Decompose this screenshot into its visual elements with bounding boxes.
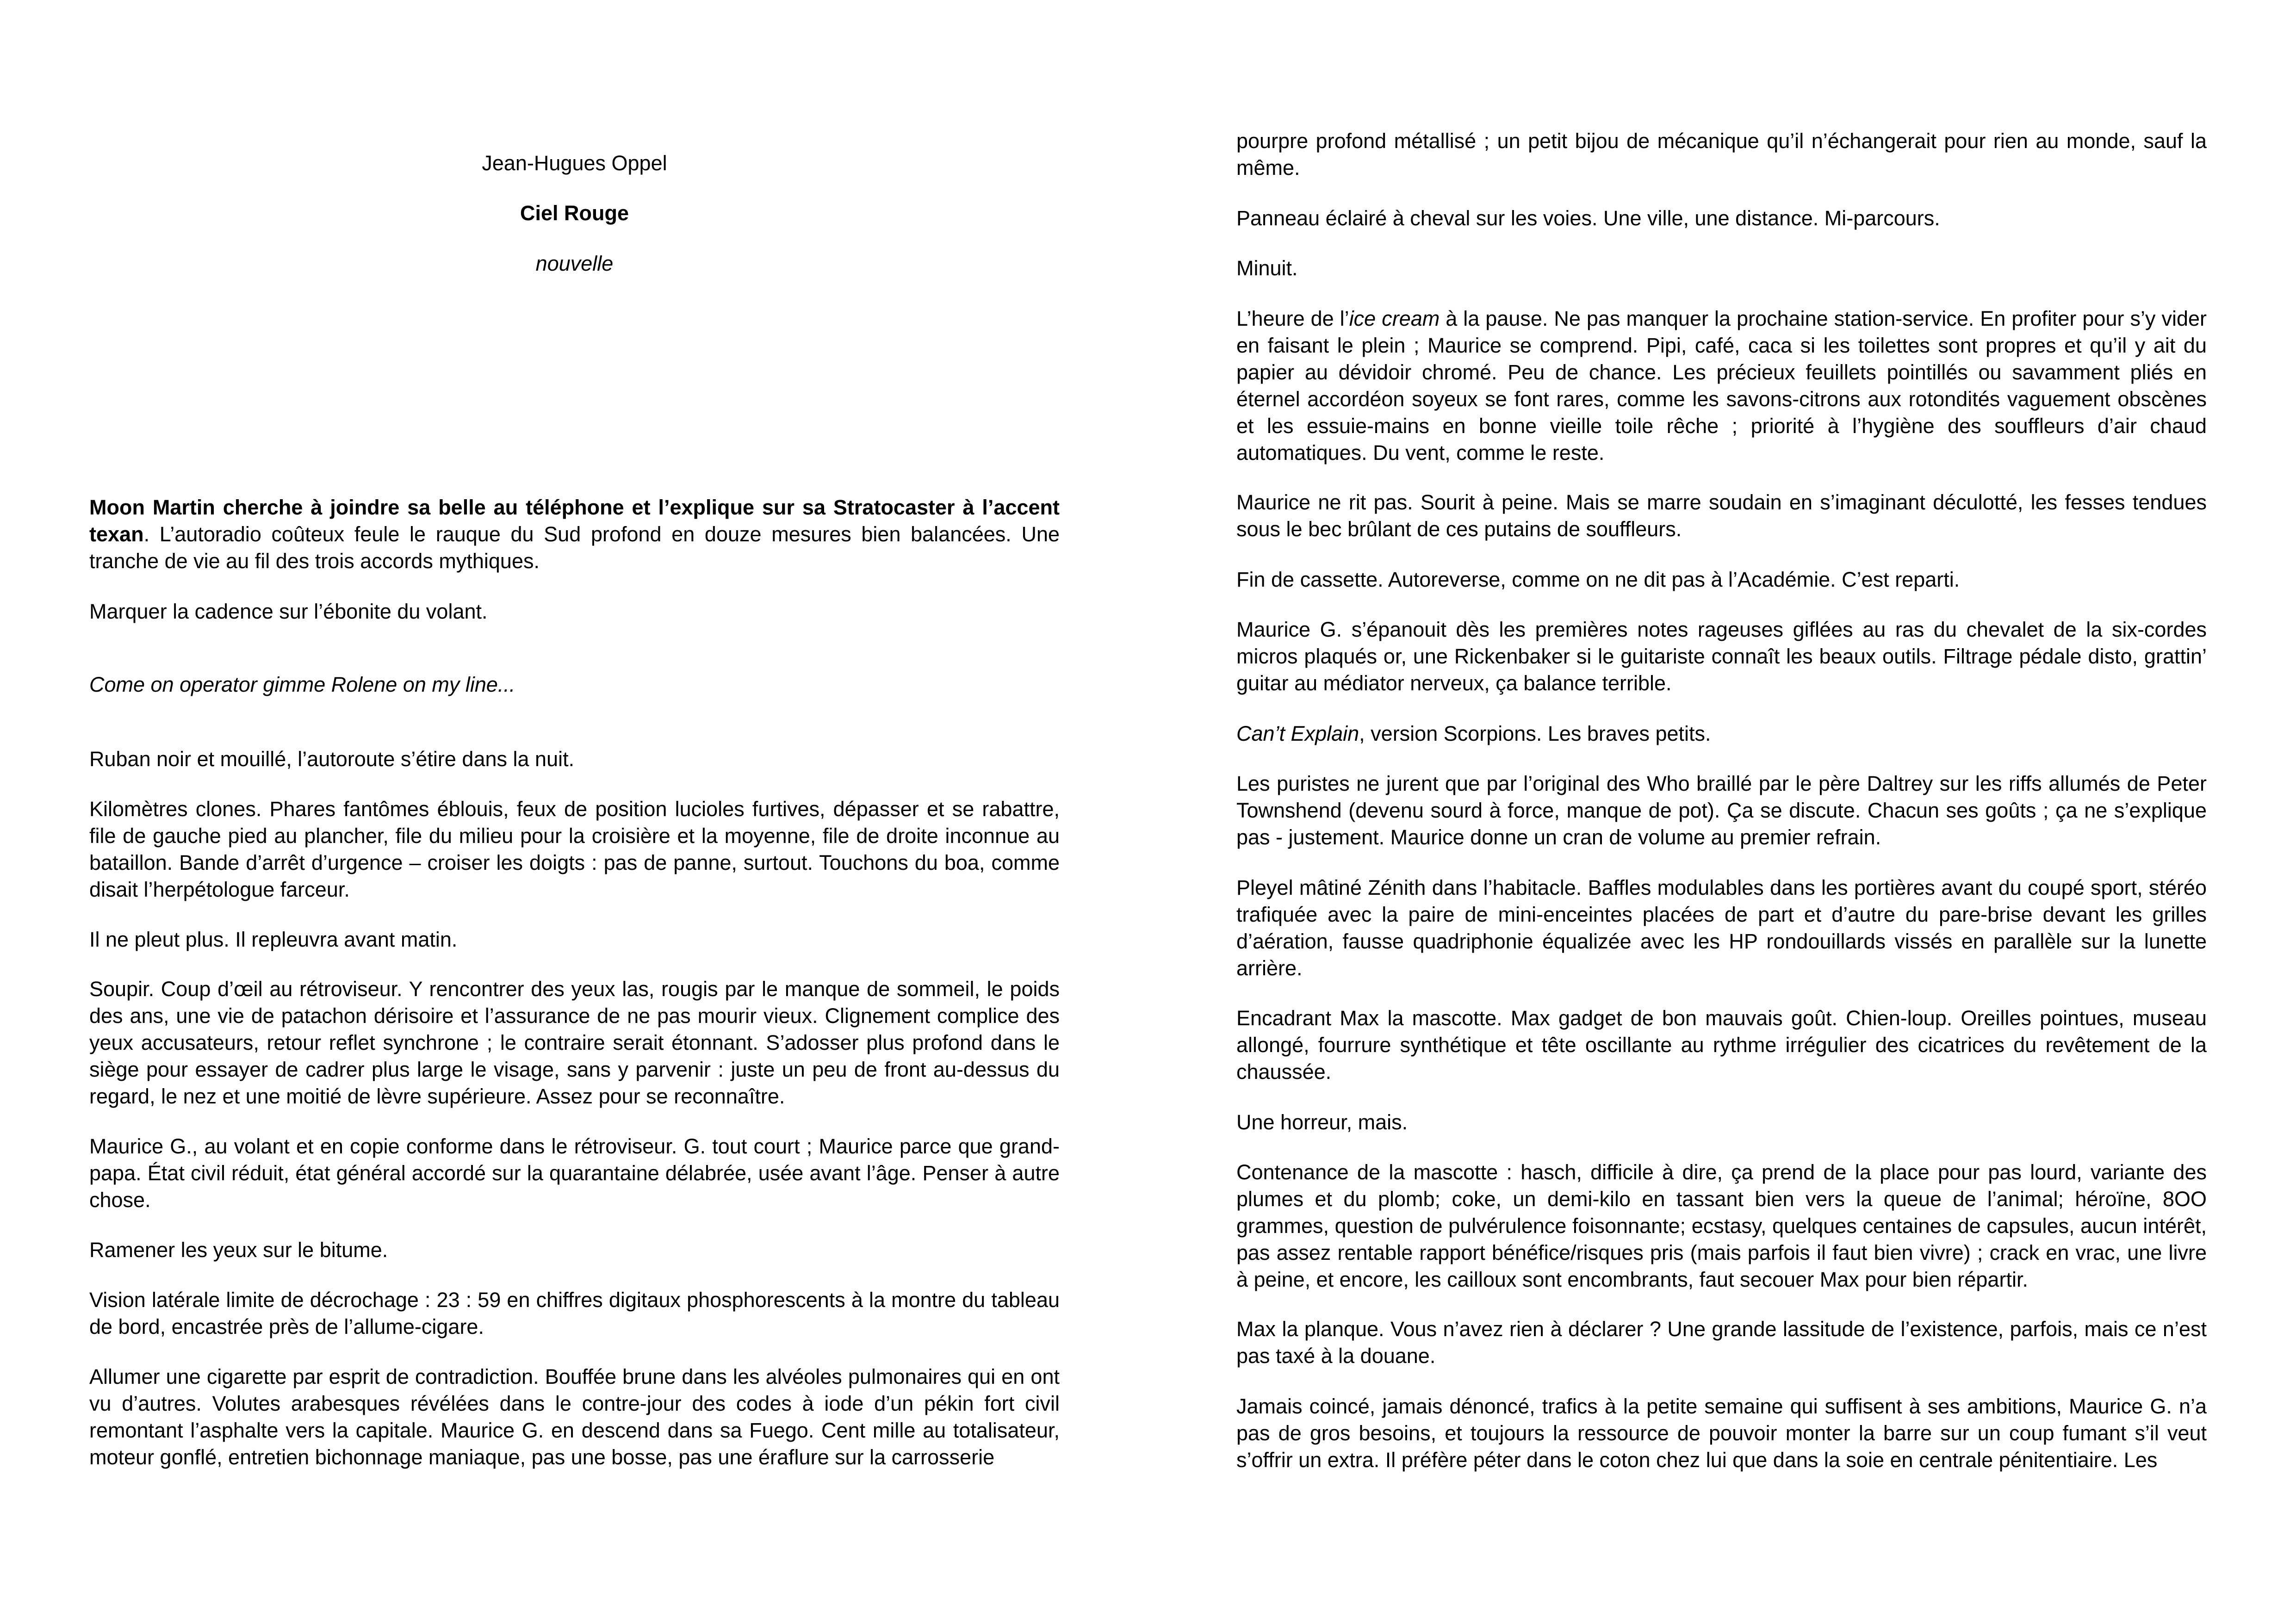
paragraph: Vision latérale limite de décrochage : 23 : 59 en chiffres digitaux phosphorescents à la montre du tableau de bord, encastrée près de l’allume-cigare. bbox=[89, 1288, 1060, 1338]
paragraph: pourpre profond métallisé ; un petit bijou de mécanique qu’il n’échangerait pour rien au monde, sauf la même. bbox=[1236, 129, 2207, 180]
paragraph: Ramener les yeux sur le bitume. bbox=[89, 1238, 388, 1262]
story-genre-text: nouvelle bbox=[535, 252, 614, 275]
song-title: Can’t Explain bbox=[1236, 722, 1359, 745]
paragraph: Maurice G. s’épanouit dès les premières notes rageuses giflées au ras du chevalet de la six-cordes micros plaqués or, une Rickenbaker si le guitariste connaît les beaux outils. Filtrage pédale disto, grattin’ guitar au médiator nerveux, ça balance terrible. bbox=[1236, 618, 2207, 695]
paragraph: Max la planque. Vous n’avez rien à déclarer ? Une grande lassitude de l’existence, parfois, mais ce n’est pas taxé à la douane. bbox=[1236, 1317, 2207, 1368]
author-name: Jean-Hugues Oppel bbox=[482, 151, 667, 175]
paragraph: Allumer une cigarette par esprit de contradiction. Bouffée brune dans les alvéoles pulmonaires qui en ont vu d’autres. Volutes arabesques révélées dans le contre-jour des codes à iode d’un pékin fort civil remontant l’asphalte vers la capitale. Maurice G. en descend dans sa Fuego. Cent mille au totalisateur, moteur gonflé, entretien bichonnage maniaque, pas une bosse, pas une éraflure sur la carrosserie bbox=[89, 1365, 1060, 1469]
paragraph: Ruban noir et mouillé, l’autoroute s’étire dans la nuit. bbox=[89, 747, 575, 771]
paragraph: Maurice ne rit pas. Sourit à peine. Mais se marre soudain en s’imaginant déculotté, les fesses tendues sous le bec brûlant de ces putains de souffleurs. bbox=[1236, 490, 2207, 541]
story-title: Ciel Rouge bbox=[520, 201, 629, 225]
song-lyric-quote: Come on operator gimme Rolene on my line... bbox=[89, 673, 515, 696]
paragraph: Minuit. bbox=[1236, 256, 1298, 280]
paragraph: Il ne pleut plus. Il repleuvra avant matin. bbox=[89, 928, 458, 951]
paragraph: Contenance de la mascotte : hasch, difficile à dire, ça prend de la place pour pas lourd, variante des plumes et du plomb; coke, un demi-kilo en tassant bien vers la queue de l’animal; héroïne, 8OO grammes, question de pulvérulence foisonnante; ecstasy, quelques centaines de capsules, aucun intérêt, pas assez rentable rapport bénéfice/risques pris (mais parfois il faut bien vivre) ; crack en vrac, une livre à peine, et encore, les cailloux sont encombrants, faut secouer Max pour bien répartir. bbox=[1236, 1160, 2207, 1291]
paragraph: Fin de cassette. Autoreverse, comme on ne dit pas à l’Académie. C’est reparti. bbox=[1236, 568, 1960, 591]
paragraph-text: à la pause. Ne pas manquer la prochaine station-service. En profiter pour s’y vider en faisant le plein ; Maurice se comprend. Pipi, café, caca si les toilettes sont propres et qu’il y ait du papier au dévidoir chromé. Peu de chance. Les précieux feuillets pointillés ou savamment pliés en éternel accordéon soyeux se font rares, comme les savons-citrons aux rotondités vaguement obscènes et les essuie-mains en bonne vieille toile rêche ; priorité à l’hygiène des souffleurs d’air chaud automatiques. Du vent, comme le reste. bbox=[1236, 307, 2207, 465]
paragraph: Les puristes ne jurent que par l’original des Who braillé par le père Daltrey sur les riffs allumés de Peter Townshend (devenu sourd à force, manque de pot). Ça se discute. Chacun ses goûts ; ça ne s’explique pas - justement. Maurice donne un cran de volume au premier refrain. bbox=[1236, 772, 2207, 849]
paragraph bbox=[1236, 720, 2207, 747]
italic-phrase: ice cream bbox=[1349, 307, 1440, 330]
paragraph: Une horreur, mais. bbox=[1236, 1110, 1408, 1134]
paragraph: Pleyel mâtiné Zénith dans l’habitacle. Baffles modulables dans les portières avant du coupé sport, stéréo trafiquée avec la paire de mini-enceintes placées de part et d’autre du pare-brise devant les grilles d’aération, fausse quadriphonie équalizée avec les HP rondouillards vissés en parallèle sur la lunette arrière. bbox=[1236, 876, 2207, 980]
paragraph: Jamais coincé, jamais dénoncé, trafics à la petite semaine qui suffisent à ses ambitions, Maurice G. n’a pas de gros besoins, et toujours la ressource de pouvoir monter la barre sur un coup fumant s’il veut s’offrir un extra. Il préfère péter dans le coton chez lui que dans la soie en centrale pénitentiaire. Les bbox=[1236, 1394, 2207, 1472]
paragraph-intro bbox=[89, 494, 1060, 575]
paragraph: Marquer la cadence sur l’ébonite du volant. bbox=[89, 600, 488, 623]
intro-bold-text: Moon Martin cherche à joindre sa belle au téléphone et l’explique sur sa Stratocaster à l’accent texan bbox=[89, 496, 1060, 546]
paragraph bbox=[1236, 305, 2207, 466]
paragraph-text: L’heure de l’ bbox=[1236, 307, 1349, 330]
paragraph: Soupir. Coup d’œil au rétroviseur. Y rencontrer des yeux las, rougis par le manque de sommeil, le poids des ans, une vie de patachon dérisoire et l’assurance de ne pas mourir vieux. Clignement complice des yeux accusateurs, retour reflet synchrone ; le contraire serait étonnant. S’adosser plus profond dans le siège pour essayer de cadrer plus large le visage, sans y parvenir : juste un peu de front au-dessus du regard, le nez et une moitié de lèvre supérieure. Assez pour se reconnaître. bbox=[89, 977, 1060, 1108]
paragraph: Kilomètres clones. Phares fantômes éblouis, feux de position lucioles furtives, dépasser et se rabattre, file de gauche pied au plancher, file du milieu pour la croisière et la moyenne, file de droite inconnue au bataillon. Bande d’arrêt d’urgence – croiser les doigts : pas de panne, surtout. Touchons du boa, comme disait l’herpétologue farceur. bbox=[89, 797, 1060, 901]
story-genre bbox=[89, 250, 1060, 277]
intro-text: . L’autoradio coûteux feule le rauque du Sud profond en douze mesures bien balancées. Une tranche de vie au fil des trois accords mythiques. bbox=[89, 522, 1060, 573]
paragraph-text: , version Scorpions. Les braves petits. bbox=[1359, 722, 1711, 745]
paragraph: Encadrant Max la mascotte. Max gadget de bon mauvais goût. Chien-loup. Oreilles pointues, museau allongé, fourrure synthétique et tête oscillante au rythme irrégulier des cicatrices du revêtement de la chaussée. bbox=[1236, 1006, 2207, 1084]
paragraph: Maurice G., au volant et en copie conforme dans le rétroviseur. G. tout court ; Maurice parce que grand-papa. État civil réduit, état général accordé sur la quarantaine délabrée, usée avant l’âge. Penser à autre chose. bbox=[89, 1134, 1060, 1212]
paragraph: Panneau éclairé à cheval sur les voies. Une ville, une distance. Mi-parcours. bbox=[1236, 206, 1940, 230]
